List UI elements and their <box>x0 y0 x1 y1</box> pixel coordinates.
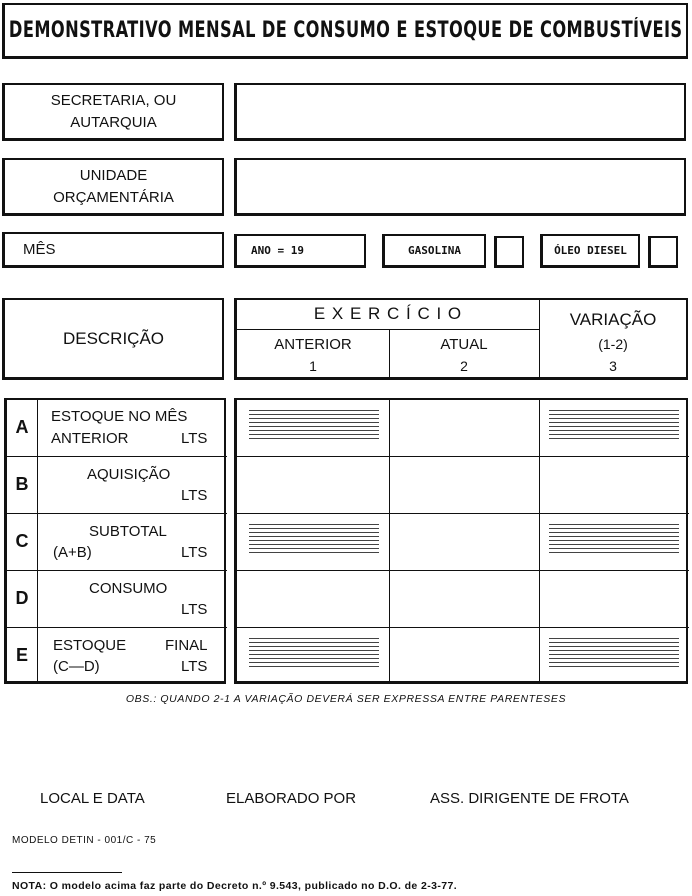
row-b-line1: AQUISIÇÃO <box>87 466 171 483</box>
grid-row-divider-bc <box>237 513 689 514</box>
elaborado-por-label: ELABORADO POR <box>226 790 357 807</box>
exercicio-title: E X E R C Í C I O <box>313 304 463 323</box>
decree-note: NOTA: O modelo acima faz parte do Decreto n.º 9.543, publicado no D.O. de 2-3-77. <box>12 880 458 892</box>
row-divider-cd <box>7 570 227 571</box>
unidade-input[interactable] <box>234 158 686 216</box>
ano-label: ANO = 19 <box>251 244 304 257</box>
grid-col-divider-2 <box>539 400 540 684</box>
secretaria-label-line2: AUTARQUIA <box>70 113 157 131</box>
hatch-e-variacao <box>549 638 679 670</box>
row-letter-b: B <box>15 474 29 494</box>
row-divider-ab <box>7 456 227 457</box>
row-letter-d: D <box>15 588 29 608</box>
secretaria-input[interactable] <box>234 83 686 141</box>
row-b-unit: LTS <box>181 487 208 504</box>
unidade-label-line2: ORÇAMENTÁRIA <box>53 188 174 206</box>
row-e-line1b: FINAL <box>165 637 208 654</box>
atual-num: 2 <box>460 358 468 374</box>
mes-field[interactable] <box>2 232 224 268</box>
grid-row-divider-de <box>237 627 689 628</box>
descricao-header <box>2 298 224 380</box>
form-title <box>2 3 688 59</box>
hatch-c-variacao <box>549 524 679 556</box>
hatch-c-anterior <box>249 524 379 556</box>
anterior-num: 1 <box>309 358 317 374</box>
gasolina-checkbox[interactable] <box>494 236 524 268</box>
row-letter-e: E <box>15 645 28 665</box>
exercicio-divider <box>237 329 539 330</box>
variacao-num: 3 <box>609 358 617 374</box>
unidade-label-box <box>2 158 224 216</box>
row-a-line1: ESTOQUE NO MÊS <box>51 408 188 425</box>
gasolina-label: GASOLINA <box>408 244 461 257</box>
row-d-line1: CONSUMO <box>89 580 168 597</box>
row-letter-c: C <box>15 531 29 551</box>
anterior-label: ANTERIOR <box>274 336 352 353</box>
form-title-text: DEMONSTRATIVO MENSAL DE CONSUMO E ESTOQUE DE COMBUSTÍVEIS <box>8 18 683 43</box>
row-divider-bc <box>7 513 227 514</box>
row-letter-a: A <box>15 417 29 437</box>
mes-label: MÊS <box>23 241 56 258</box>
note-rule <box>12 872 122 873</box>
descricao-body <box>4 398 226 684</box>
variacao-label: VARIAÇÃO <box>569 310 657 329</box>
row-a-unit: LTS <box>181 430 208 447</box>
row-divider-de <box>7 627 227 628</box>
row-a-line2: ANTERIOR <box>51 430 129 447</box>
assinatura-label: ASS. DIRIGENTE DE FROTA <box>430 790 629 807</box>
diesel-label: ÓLEO DIESEL <box>554 244 627 257</box>
descricao-header-text: DESCRIÇÃO <box>62 328 165 348</box>
model-code: MODELO DETIN - 001/C - 75 <box>12 835 157 846</box>
variacao-formula: (1-2) <box>598 336 628 352</box>
values-grid <box>234 398 688 684</box>
hatch-a-anterior <box>249 410 379 442</box>
row-c-line1: SUBTOTAL <box>89 523 167 540</box>
unidade-label-line1: UNIDADE <box>79 166 148 184</box>
letter-column-divider <box>37 400 38 684</box>
diesel-checkbox[interactable] <box>648 236 678 268</box>
diesel-label-box <box>540 234 640 268</box>
secretaria-label-line1: SECRETARIA, OU <box>50 91 177 109</box>
grid-col-divider-1 <box>389 400 390 684</box>
obs-note: OBS.: QUANDO 2-1 A VARIAÇÃO DEVERÁ SER EXPRESSA ENTRE PARENTESES <box>125 693 567 705</box>
grid-row-divider-ab <box>237 456 689 457</box>
local-data-label: LOCAL E DATA <box>40 790 145 807</box>
row-e-line2: (C—D) <box>53 658 100 675</box>
row-d-unit: LTS <box>181 601 208 618</box>
row-c-line2: (A+B) <box>53 544 92 561</box>
exercicio-header <box>234 298 688 380</box>
atual-label: ATUAL <box>440 336 488 353</box>
row-c-unit: LTS <box>181 544 208 561</box>
hatch-e-anterior <box>249 638 379 670</box>
ano-field[interactable] <box>234 234 366 268</box>
row-e-line1: ESTOQUE <box>53 637 127 654</box>
hatch-a-variacao <box>549 410 679 442</box>
gasolina-label-box <box>382 234 486 268</box>
row-e-unit: LTS <box>181 658 208 675</box>
secretaria-label-box <box>2 83 224 141</box>
grid-row-divider-cd <box>237 570 689 571</box>
